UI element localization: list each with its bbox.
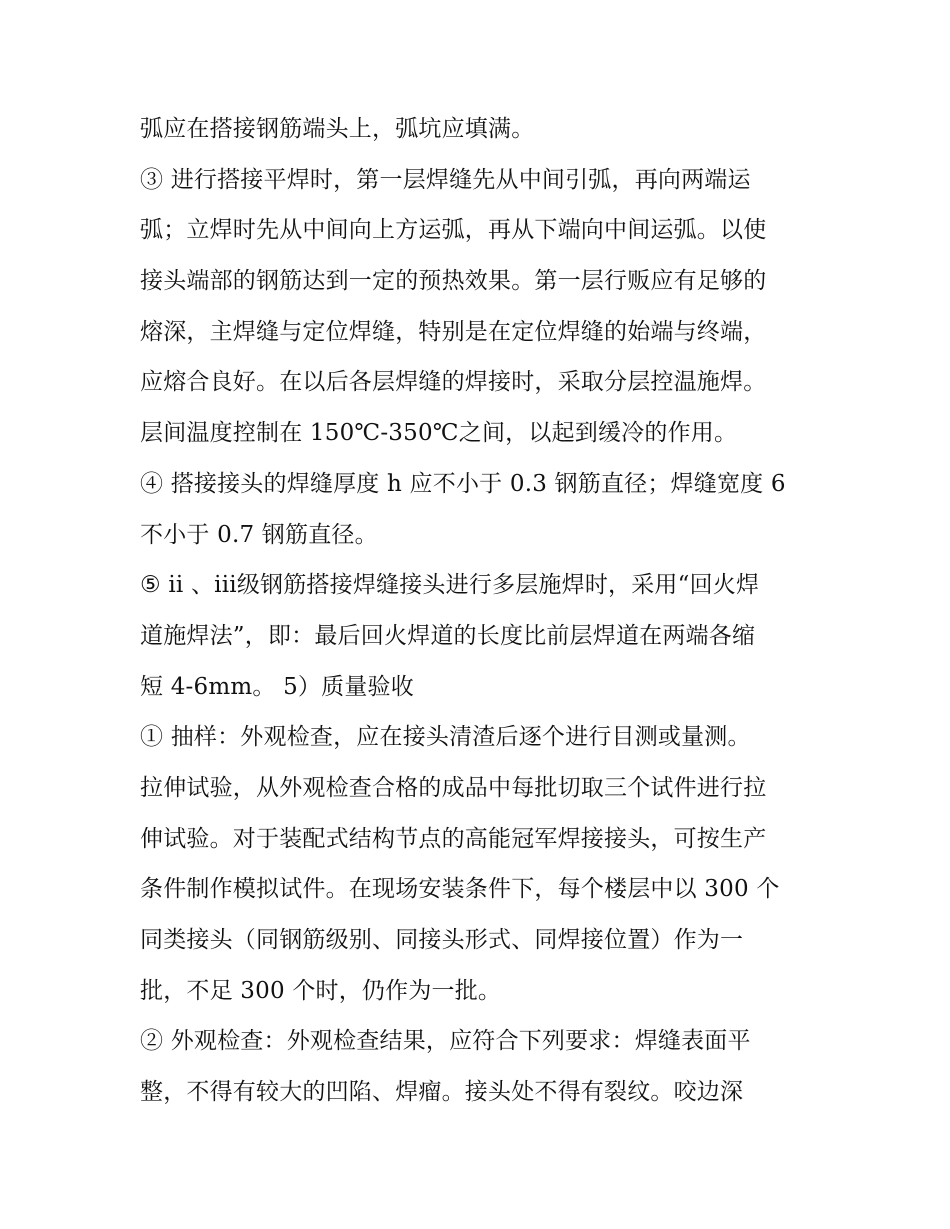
text-line: ④ 搭接接头的焊缝厚度 h 应不小于 0.3 钢筋直径；焊缝宽度 6 [140, 470, 786, 497]
text-line: 应熔合良好。在以后各层焊缝的焊接时，采取分层控温施焊。 [140, 369, 767, 396]
text-line: 熔深，主焊缝与定位焊缝，特别是在定位焊缝的始端与终端， [140, 318, 767, 345]
text-line: 批，不足 300 个时，仍作为一批。 [140, 977, 502, 1004]
document-body [140, 104, 820, 1118]
text-line: ③ 进行搭接平焊时，第一层焊缝先从中间引弧，再向两端运 [140, 166, 751, 193]
text-line: 伸试验。对于装配式结构节点的高能冠军焊接接头，可按生产 [140, 825, 767, 852]
text-line: 层间温度控制在 150℃-350℃之间，以起到缓冷的作用。 [140, 420, 738, 447]
text-line: 条件制作模拟试件。在现场安装条件下，每个楼层中以 300 个 [140, 876, 780, 903]
text-line: 不小于 0.7 钢筋直径。 [140, 521, 378, 548]
text-line: ② 外观检查：外观检查结果，应符合下列要求：焊缝表面平 [140, 1028, 751, 1055]
text-line: ⑤ ii 、iii级钢筋搭接焊缝接头进行多层施焊时，采用“回火焊 [140, 572, 760, 599]
text-line: 短 4-6mm。 5）质量验收 [140, 673, 414, 700]
text-line: 接头端部的钢筋达到一定的预热效果。第一层行贩应有足够的 [140, 268, 767, 295]
text-line: 弧；立焊时先从中间向上方运弧，再从下端向中间运弧。以使 [140, 217, 767, 244]
text-line: ① 抽样：外观检查，应在接头清渣后逐个进行目测或量测。 [140, 724, 751, 751]
text-line: 弧应在搭接钢筋端头上，弧坑应填满。 [140, 116, 535, 142]
text-line: 拉伸试验，从外观检查合格的成品中每批切取三个试件进行拉 [140, 774, 767, 801]
text-line: 道施焊法”，即：最后回火焊道的长度比前层焊道在两端各缩 [140, 622, 756, 649]
text-line: 整，不得有较大的凹陷、焊瘤。接头处不得有裂纹。咬边深 [140, 1079, 744, 1106]
text-line: 同类接头（同钢筋级别、同接头形式、同焊接位置）作为一 [140, 927, 744, 953]
